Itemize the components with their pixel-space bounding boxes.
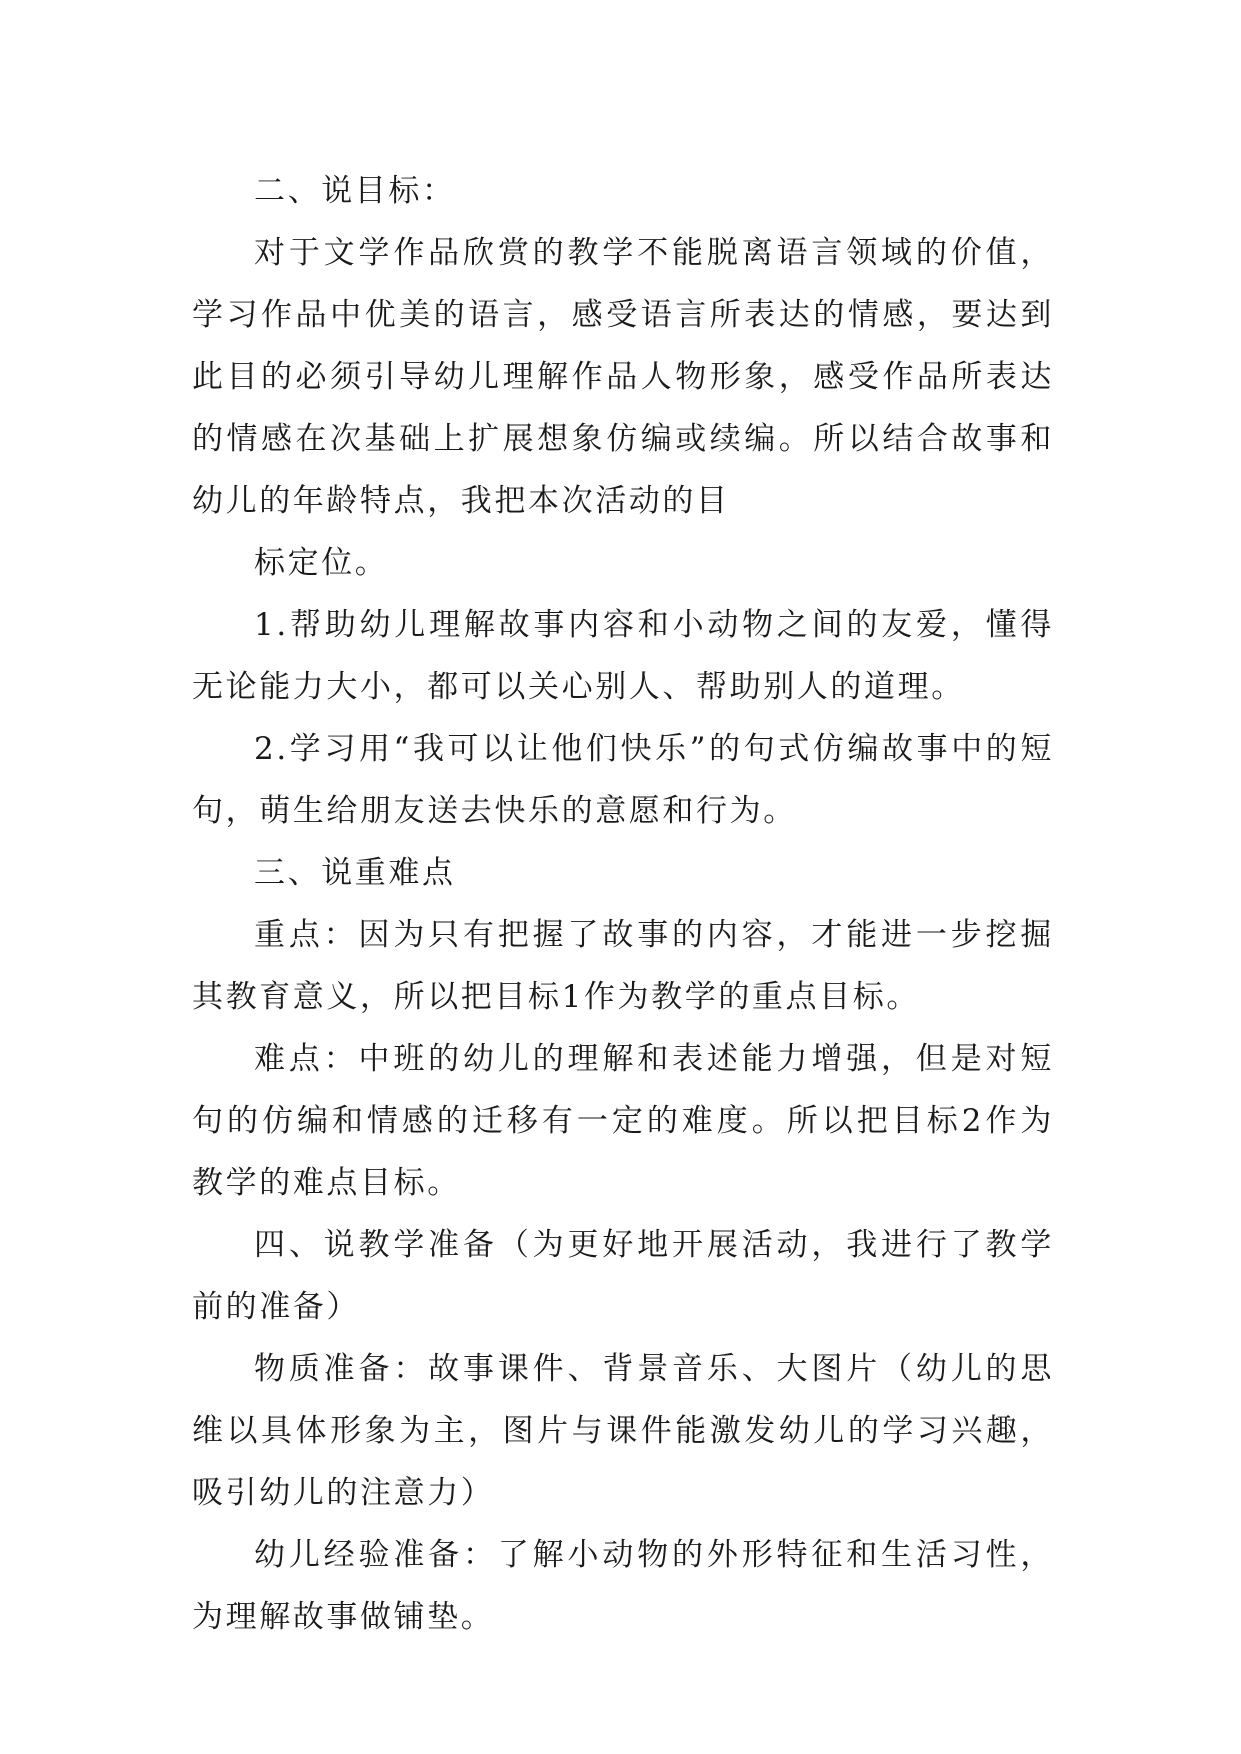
paragraph-experience-preparation: 幼儿经验准备：了解小动物的外形特征和生活习性，为理解故事做铺垫。 xyxy=(192,1537,1054,1635)
goal-item-2: 2.学习用“我可以让他们快乐”的句式仿编故事中的短句，萌生给朋友送去快乐的意愿和行为。 xyxy=(192,731,1054,829)
paragraph-difficult-point: 难点：中班的幼儿的理解和表述能力增强，但是对短句的仿编和情感的迁移有一定的难度。所以把目标2作为教学的难点目标。 xyxy=(192,1041,1054,1201)
paragraph-key-point: 重点：因为只有把握了故事的内容，才能进一步挖掘其教育意义，所以把目标1作为教学的重点目标。 xyxy=(192,917,1054,1015)
goal-item-1: 1.帮助幼儿理解故事内容和小动物之间的友爱，懂得无论能力大小，都可以关心别人、帮助别人的道理。 xyxy=(192,607,1054,705)
section-heading-key-points: 三、说重难点 xyxy=(254,855,456,891)
paragraph-goals-positioning: 标定位。 xyxy=(254,545,389,581)
section-heading-preparation: 四、说教学准备（为更好地开展活动，我进行了教学前的准备） xyxy=(192,1227,1054,1325)
paragraph-goals-intro: 对于文学作品欣赏的教学不能脱离语言领域的价值，学习作品中优美的语言，感受语言所表达的情感，要达到此目的必须引导幼儿理解作品人物形象，感受作品所表达的情感在次基础上扩展想象仿编或续编。所以结合故事和幼儿的年龄特点，我把本次活动的目 xyxy=(192,235,1054,519)
section-heading-goals: 二、说目标： xyxy=(254,173,456,209)
document-page xyxy=(192,160,1054,1648)
paragraph-material-preparation: 物质准备：故事课件、背景音乐、大图片（幼儿的思维以具体形象为主，图片与课件能激发幼儿的学习兴趣，吸引幼儿的注意力） xyxy=(192,1351,1054,1511)
